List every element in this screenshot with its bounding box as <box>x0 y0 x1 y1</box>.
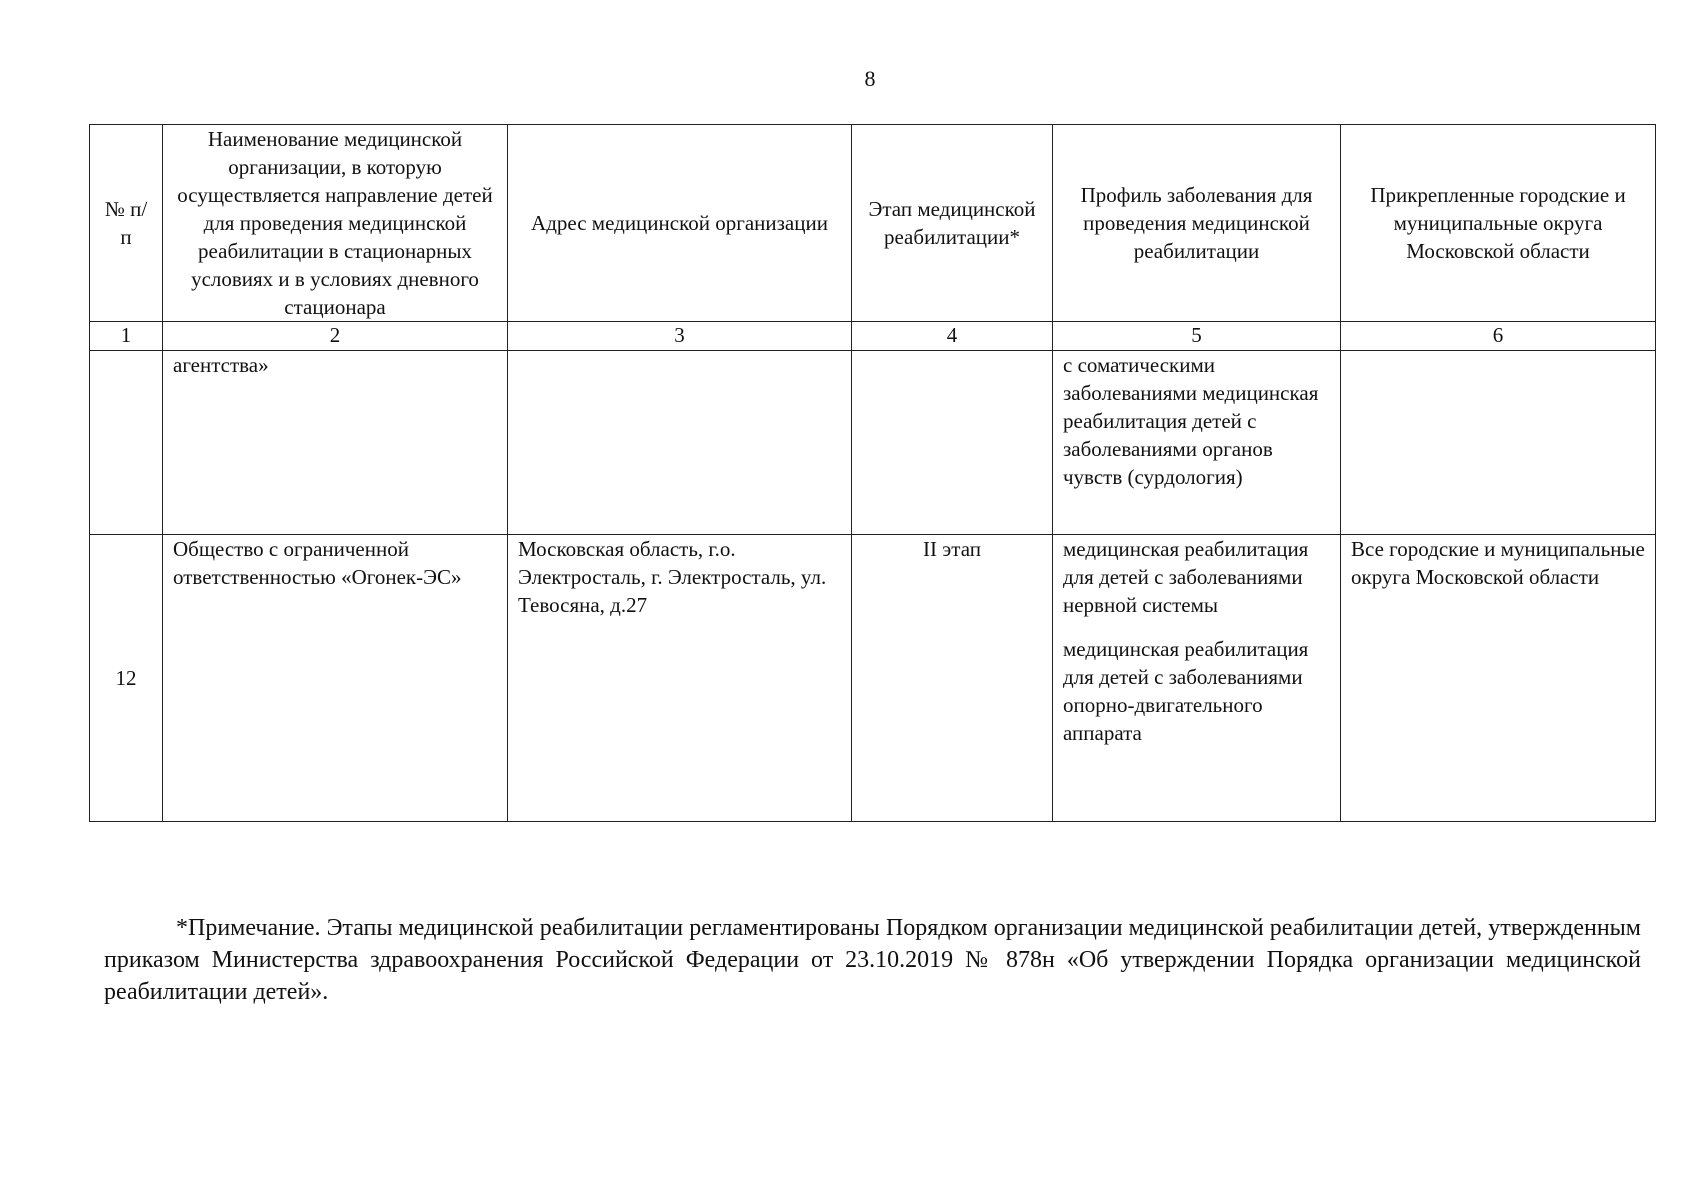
table-row <box>90 351 1656 535</box>
header-address: Адрес медицинской организации <box>508 125 852 322</box>
column-number: 4 <box>852 322 1053 351</box>
footnote: *Примечание. Этапы медицинской реабилитации регламентированы Порядком организации медицинской реабилитации детей, утвержденным приказом Министерства здравоохранения Российской Федерации от 23.10.2019 № 878н «Об утверждении Порядка организации медицинской реабилитации детей». <box>104 915 1641 1005</box>
row-number-cell: 12 <box>90 535 163 822</box>
header-stage: Этап медицинской реабилитации* <box>852 125 1053 322</box>
profile-item: медицинская реабилитация для детей с заболеваниями нервной системы <box>1063 537 1309 617</box>
header-organization: Наименование медицинской организации, в которую осуществляется направление детей для проведения медицинской реабилитации в стационарных условиях и в условиях дневного стационара <box>163 125 508 322</box>
column-number: 3 <box>508 322 852 351</box>
row-number-cell <box>90 351 163 535</box>
rehabilitation-organizations-table <box>89 124 1656 822</box>
column-number: 2 <box>163 322 508 351</box>
organization-cell: Общество с ограниченной ответственностью «Огонек-ЭС» <box>163 535 508 822</box>
table-header-row <box>90 125 1656 322</box>
profile-item: медицинская реабилитация для детей с заболеваниями опорно-двигательного аппарата <box>1063 637 1309 745</box>
column-number: 5 <box>1053 322 1341 351</box>
stage-cell: II этап <box>852 535 1053 822</box>
header-districts: Прикрепленные городские и муниципальные округа Московской области <box>1341 125 1656 322</box>
header-profile: Профиль заболевания для проведения медицинской реабилитации <box>1053 125 1341 322</box>
profile-item: с соматическими заболеваниями медицинская реабилитация детей с заболеваниями органов чувств (сурдология) <box>1063 353 1319 489</box>
column-number-row <box>90 322 1656 351</box>
districts-cell: Все городские и муниципальные округа Московской области <box>1341 535 1656 822</box>
districts-cell <box>1341 351 1656 535</box>
column-number: 1 <box>90 322 163 351</box>
organization-cell: агентства» <box>163 351 508 535</box>
page-number: 8 <box>864 66 876 91</box>
table-row <box>90 535 1656 822</box>
column-number: 6 <box>1341 322 1656 351</box>
stage-cell <box>852 351 1053 535</box>
profile-cell <box>1053 535 1341 822</box>
header-num: № п/п <box>90 125 163 322</box>
profile-cell <box>1053 351 1341 535</box>
address-cell <box>508 351 852 535</box>
address-cell: Московская область, г.о. Электросталь, г. Электросталь, ул. Тевосяна, д.27 <box>508 535 852 822</box>
